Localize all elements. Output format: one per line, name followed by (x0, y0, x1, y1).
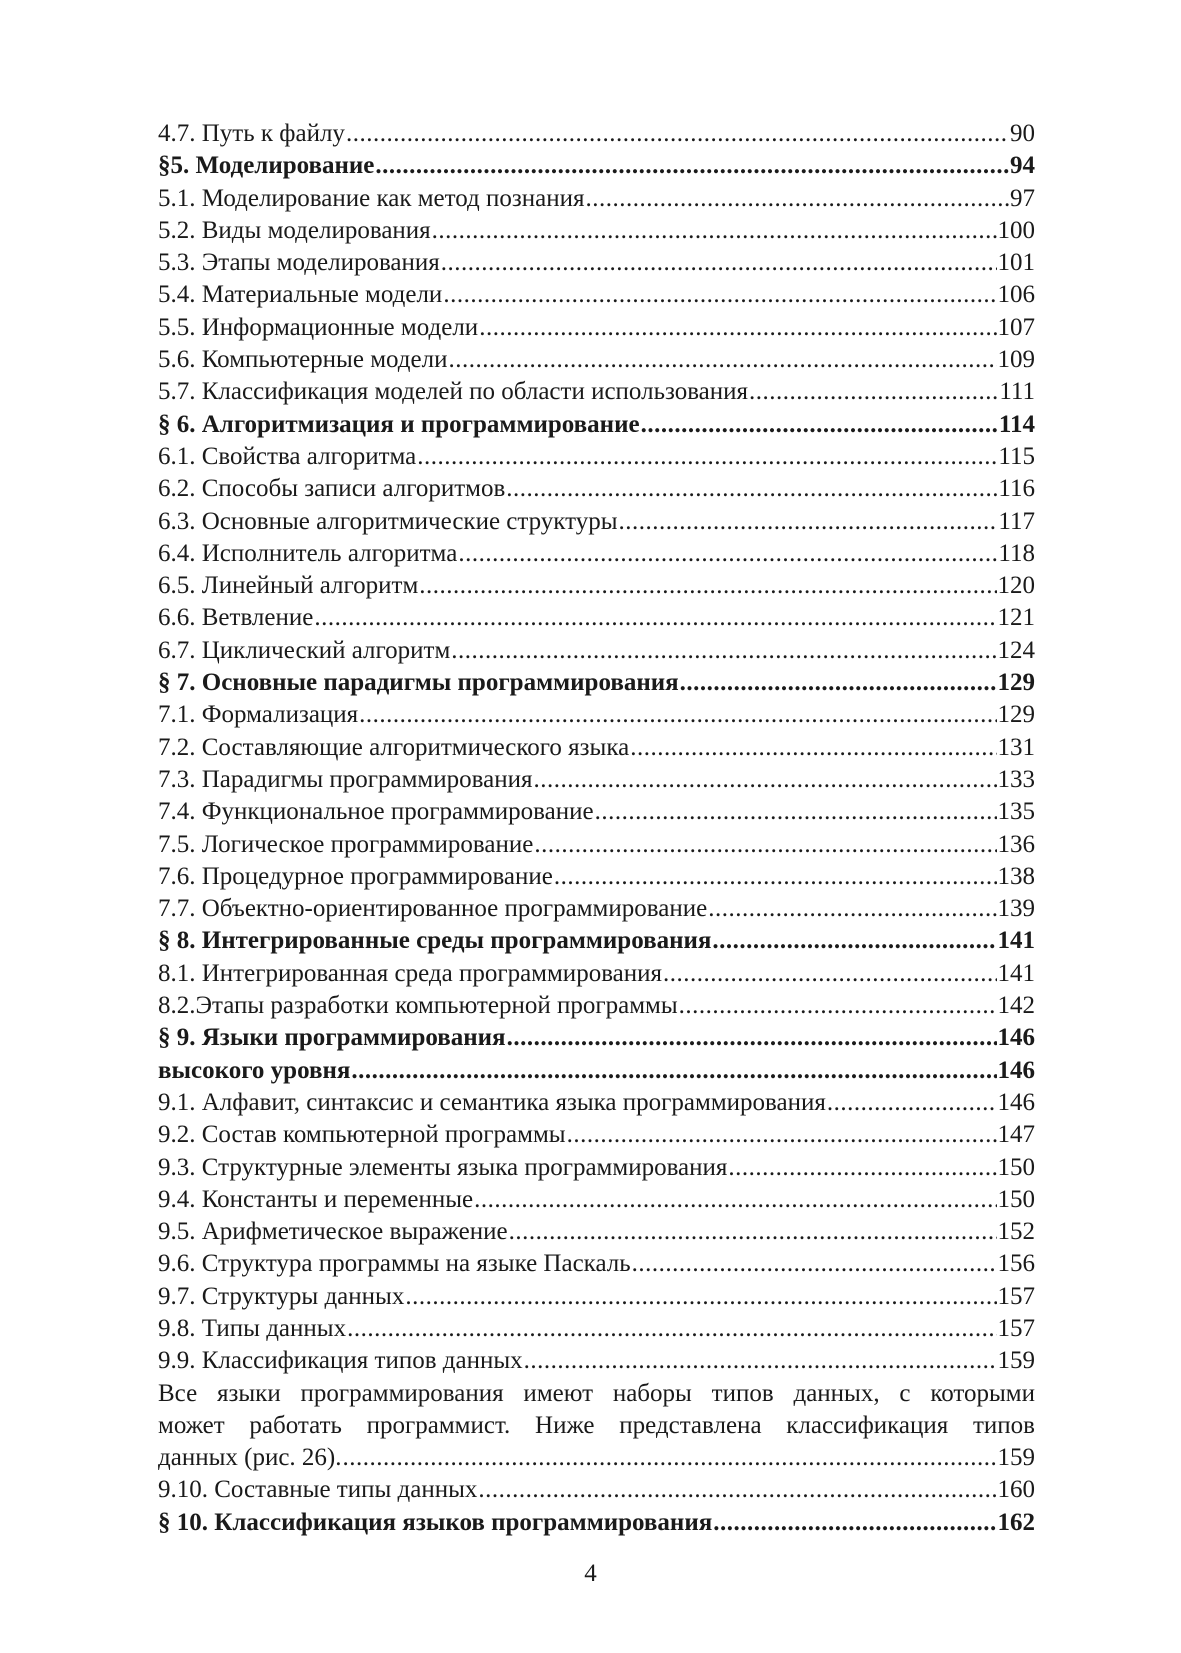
toc-entry-row[interactable] (158, 1184, 1035, 1216)
toc-leader-dots (713, 1507, 996, 1539)
toc-entry-page: 142 (997, 992, 1035, 1020)
toc-entry-title: 6.5. Линейный алгоритм (158, 572, 419, 600)
toc-entry-row[interactable] (158, 538, 1035, 570)
toc-entry-title: 9.9. Классификация типов данных (158, 1347, 523, 1375)
toc-entry-title: 9.2. Состав компьютерной программы (158, 1121, 566, 1149)
toc-leader-dots (619, 506, 998, 538)
toc-leader-dots (749, 376, 998, 408)
table-of-contents (158, 118, 1035, 1539)
toc-entry-title: 6.4. Исполнитель алгоритма (158, 539, 458, 567)
toc-leader-dots (479, 312, 996, 344)
toc-entry-title: 6.6. Ветвление (158, 604, 314, 632)
toc-entry-page: 138 (997, 862, 1035, 890)
toc-leader-dots (478, 1474, 996, 1506)
toc-entry-page: 129 (997, 701, 1035, 729)
toc-section-row[interactable] (158, 1507, 1035, 1539)
toc-entry-page: 157 (997, 1314, 1035, 1342)
toc-entry-row[interactable] (158, 829, 1035, 861)
toc-entry-title: данных (рис. 26). (158, 1444, 342, 1472)
toc-entry-page: 146 (997, 1024, 1035, 1052)
toc-entry-page: 117 (998, 507, 1035, 535)
toc-entry-title: 6.3. Основные алгоритмические структуры (158, 507, 618, 535)
toc-entry-title: высокого уровня (158, 1056, 351, 1084)
toc-section-row[interactable] (158, 1055, 1035, 1087)
toc-leader-dots (375, 150, 1009, 182)
toc-entry-title: 5.3. Этапы моделирования (158, 249, 440, 277)
toc-entry-page: 133 (997, 765, 1035, 793)
toc-section-row[interactable] (158, 1022, 1035, 1054)
toc-entry-page: 115 (998, 442, 1035, 470)
toc-leader-dots (458, 538, 997, 570)
toc-entry-title: 5.5. Информационные модели (158, 313, 479, 341)
toc-leader-dots (554, 861, 997, 893)
toc-leader-dots (343, 1442, 997, 1474)
toc-leader-dots (405, 1281, 996, 1313)
toc-leader-dots (347, 1313, 996, 1345)
toc-entry-row[interactable] (158, 1281, 1035, 1313)
page-number: 4 (584, 1560, 597, 1587)
toc-entry-page: 90 (1010, 120, 1035, 147)
toc-entry-row[interactable] (158, 1152, 1035, 1184)
toc-leader-dots (641, 409, 998, 441)
toc-entry-title: 9.7. Структуры данных (158, 1282, 405, 1310)
toc-entry-row[interactable] (158, 247, 1035, 279)
toc-entry-title: 7.1. Формализация (158, 701, 359, 729)
toc-leader-dots (524, 1345, 997, 1377)
toc-entry-title: 5.1. Моделирование как метод познания (158, 184, 585, 212)
toc-leader-dots (680, 667, 997, 699)
toc-entry-page: 146 (997, 1056, 1035, 1084)
toc-entry-page: 107 (997, 313, 1035, 341)
toc-leader-dots (827, 1087, 997, 1119)
toc-entry-title: 8.1. Интегрированная среда программирования (158, 959, 663, 987)
toc-entry-title: 7.2. Составляющие алгоритмического языка (158, 733, 630, 761)
toc-entry-page: 121 (997, 604, 1035, 632)
toc-section-row[interactable] (158, 925, 1035, 957)
toc-entry-title: 7.6. Процедурное программирование (158, 862, 553, 890)
toc-leader-dots (630, 732, 996, 764)
toc-entry-title: 7.4. Функциональное программирование (158, 798, 594, 826)
toc-entry-page: 120 (997, 572, 1035, 600)
toc-leader-dots (507, 1022, 997, 1054)
toc-entry-page: 159 (997, 1444, 1035, 1472)
toc-entry-page: 118 (998, 539, 1035, 567)
toc-entry-title: 7.5. Логическое программирование (158, 830, 534, 858)
toc-entry-title: 9.1. Алфавит, синтаксис и семантика языка программирования (158, 1088, 826, 1116)
toc-entry-page: 156 (997, 1250, 1035, 1278)
toc-entry-title: 6.1. Свойства алгоритма (158, 442, 417, 470)
toc-leader-dots (506, 473, 997, 505)
toc-entry-page: 152 (997, 1218, 1035, 1246)
toc-leader-dots (533, 764, 996, 796)
toc-entry-page: 135 (997, 798, 1035, 826)
toc-leader-dots (359, 699, 996, 731)
toc-entry-row[interactable] (158, 602, 1035, 634)
toc-entry-page: 131 (997, 733, 1035, 761)
toc-entry-page: 109 (997, 346, 1035, 374)
toc-leader-dots (708, 893, 996, 925)
toc-entry-row[interactable] (158, 344, 1035, 376)
toc-paragraph-line: может работать программист. Ниже представлена классификация типов (158, 1411, 1035, 1439)
toc-leader-dots (451, 635, 996, 667)
toc-leader-dots (679, 990, 997, 1022)
toc-entry-row[interactable] (158, 215, 1035, 247)
toc-leader-dots (432, 215, 997, 247)
toc-entry-title: 7.7. Объектно-ориентированное программирование (158, 895, 708, 923)
toc-entry-page: 136 (997, 830, 1035, 858)
toc-entry-title: 6.2. Способы записи алгоритмов (158, 475, 506, 503)
toc-entry-row[interactable] (158, 506, 1035, 538)
toc-leader-dots (509, 1216, 997, 1248)
toc-leader-dots (586, 183, 1010, 215)
toc-entry-title: 5.4. Материальные модели (158, 281, 443, 309)
toc-entry-page: 141 (997, 959, 1035, 987)
toc-entry-row[interactable] (158, 118, 1035, 150)
toc-leader-dots (441, 247, 997, 279)
toc-entry-title: § 10. Классификация языков программирования (158, 1508, 713, 1536)
toc-entry-row[interactable] (158, 732, 1035, 764)
toc-entry-row[interactable] (158, 312, 1035, 344)
toc-leader-dots (595, 796, 997, 828)
toc-entry-row[interactable] (158, 1345, 1035, 1377)
toc-entry-row[interactable] (158, 279, 1035, 311)
toc-entry-row[interactable] (158, 635, 1035, 667)
toc-entry-title: 9.5. Арифметическое выражение (158, 1218, 508, 1246)
toc-entry-title: 5.7. Классификация моделей по области использования (158, 378, 749, 406)
toc-entry-page: 146 (997, 1088, 1035, 1116)
toc-leader-dots (346, 118, 1009, 150)
toc-entry-title: 5.2. Виды моделирования (158, 216, 431, 244)
toc-entry-page: 150 (997, 1153, 1035, 1181)
toc-entry-page: 101 (997, 249, 1035, 277)
toc-entry-title: § 8. Интегрированные среды программирования (158, 927, 712, 955)
toc-leader-dots (417, 441, 997, 473)
toc-entry-page: 159 (997, 1347, 1035, 1375)
toc-entries-before (158, 118, 1035, 1378)
toc-leader-dots (419, 570, 996, 602)
toc-paragraph-entry (158, 1442, 1035, 1474)
toc-entry-page: 147 (997, 1121, 1035, 1149)
toc-entry-title: § 7. Основные парадигмы программирования (158, 669, 679, 697)
toc-entry-title: 9.10. Составные типы данных (158, 1476, 478, 1504)
toc-section-row[interactable] (158, 409, 1035, 441)
toc-entry-page: 150 (997, 1185, 1035, 1213)
toc-entry-row[interactable] (158, 1248, 1035, 1280)
toc-leader-dots (712, 925, 996, 957)
toc-entry-row[interactable] (158, 958, 1035, 990)
toc-entry-page: 94 (1010, 152, 1035, 180)
toc-leader-dots (632, 1248, 997, 1280)
toc-entry-title: 9.4. Константы и переменные (158, 1185, 474, 1213)
toc-entry-title: 5.6. Компьютерные модели (158, 346, 448, 374)
toc-section-row[interactable] (158, 667, 1035, 699)
toc-entry-title: 9.3. Структурные элементы языка программирования (158, 1153, 728, 1181)
toc-entry-row[interactable] (158, 183, 1035, 215)
toc-entries-after (158, 1474, 1035, 1539)
toc-entry-title: 8.2.Этапы разработки компьютерной программы (158, 992, 678, 1020)
toc-entry-title: 4.7. Путь к файлу (158, 120, 345, 147)
toc-entry-row[interactable] (158, 1087, 1035, 1119)
toc-leader-dots (663, 958, 996, 990)
toc-entry-row[interactable] (158, 893, 1035, 925)
toc-entry-title: 9.6. Структура программы на языке Паскаль (158, 1250, 631, 1278)
toc-entry-title: 7.3. Парадигмы программирования (158, 765, 533, 793)
toc-entry-row[interactable] (158, 796, 1035, 828)
toc-section-row[interactable] (158, 150, 1035, 182)
toc-entry-row[interactable] (158, 1442, 1035, 1474)
toc-entry-page: 129 (997, 669, 1035, 697)
toc-entry-row[interactable] (158, 376, 1035, 408)
toc-entry-row[interactable] (158, 764, 1035, 796)
toc-entry-page: 124 (997, 636, 1035, 664)
toc-entry-page: 116 (998, 475, 1035, 503)
toc-entry-title: § 9. Языки программирования (158, 1024, 506, 1052)
toc-entry-title: §5. Моделирование (158, 152, 375, 180)
toc-entry-row[interactable] (158, 473, 1035, 505)
toc-paragraph (158, 1378, 1035, 1443)
toc-entry-row[interactable] (158, 1313, 1035, 1345)
toc-entry-row[interactable] (158, 990, 1035, 1022)
toc-entry-page: 114 (998, 410, 1035, 438)
toc-leader-dots (728, 1152, 996, 1184)
toc-leader-dots (314, 602, 996, 634)
toc-entry-title: 6.7. Циклический алгоритм (158, 636, 451, 664)
toc-entry-title: 9.8. Типы данных (158, 1314, 347, 1342)
toc-entry-row[interactable] (158, 1216, 1035, 1248)
toc-leader-dots (448, 344, 996, 376)
toc-entry-page: 160 (997, 1476, 1035, 1504)
toc-entry-page: 106 (997, 281, 1035, 309)
toc-entry-row[interactable] (158, 861, 1035, 893)
toc-leader-dots (534, 829, 996, 861)
toc-entry-page: 157 (997, 1282, 1035, 1310)
toc-entry-page: 100 (997, 216, 1035, 244)
toc-leader-dots (351, 1055, 996, 1087)
toc-leader-dots (567, 1119, 997, 1151)
toc-entry-page: 97 (1010, 184, 1035, 212)
toc-paragraph-line: Все языки программирования имеют наборы типов данных, с которыми (158, 1379, 1035, 1407)
toc-entry-row[interactable] (158, 441, 1035, 473)
toc-leader-dots (474, 1184, 996, 1216)
toc-entry-title: § 6. Алгоритмизация и программирование (158, 410, 640, 438)
toc-entry-page: 141 (997, 927, 1035, 955)
toc-entry-row[interactable] (158, 570, 1035, 602)
toc-entry-row[interactable] (158, 1119, 1035, 1151)
toc-leader-dots (443, 279, 996, 311)
toc-entry-row[interactable] (158, 699, 1035, 731)
toc-entry-page: 111 (999, 378, 1035, 406)
toc-entry-page: 162 (997, 1508, 1035, 1536)
toc-entry-page: 139 (997, 895, 1035, 923)
toc-entry-row[interactable] (158, 1474, 1035, 1506)
